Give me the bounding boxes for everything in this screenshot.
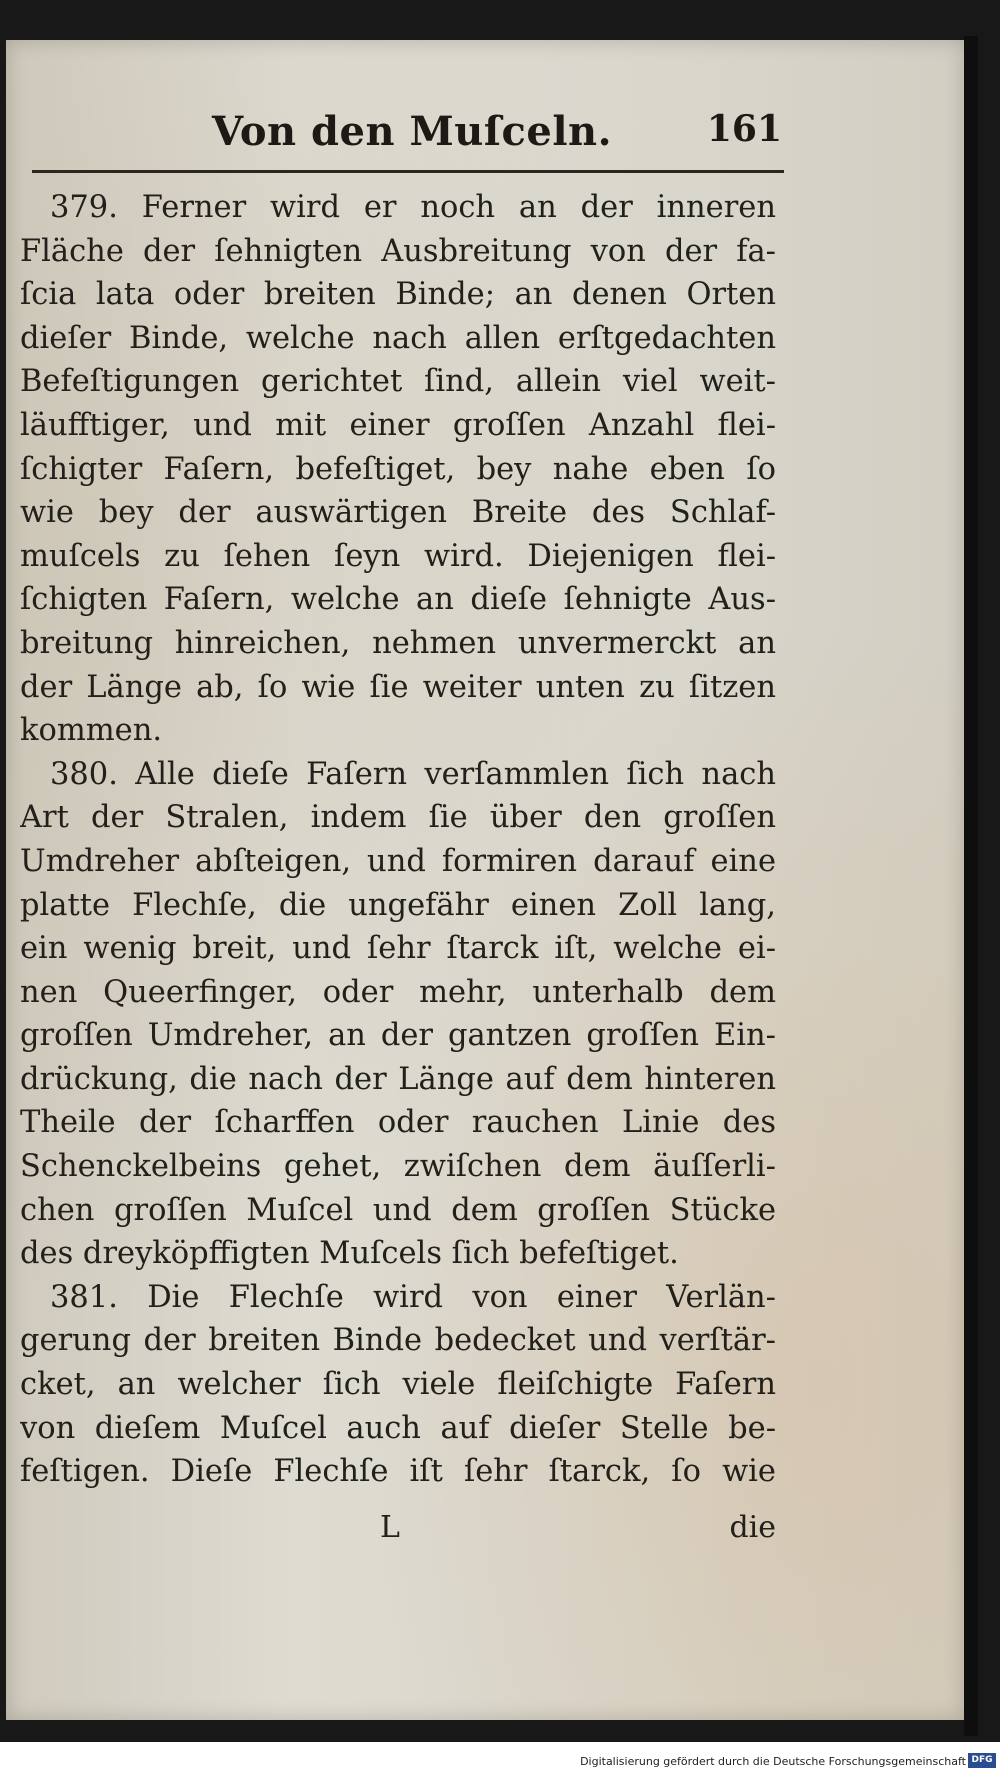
digitization-note: Digitalisierung gefördert durch die Deutsche Forschungsgemeinschaft xyxy=(580,1755,966,1768)
page-header xyxy=(32,108,782,168)
signature-mark: L xyxy=(380,1510,400,1545)
text-line: breitung hinreichen, nehmen unvermerckt an xyxy=(20,625,776,661)
text-line: Art der Stralen, indem ſie über den groſſen xyxy=(20,800,776,836)
text-line: von dieſem Muſcel auch auf dieſer Stelle be- xyxy=(20,1410,776,1446)
text-line: Fläche der ſehnigten Ausbreitung von der fa- xyxy=(20,233,776,269)
text-line: drückung, die nach der Länge auf dem hinteren xyxy=(20,1061,776,1097)
text-line: ſchigter Faſern, befeſtiget, bey nahe eben ſo xyxy=(20,451,776,487)
text-line: muſcels zu ſehen ſeyn wird. Diejenigen flei- xyxy=(20,538,776,574)
text-line: cket, an welcher ſich viele fleiſchigte Faſern xyxy=(20,1367,776,1403)
text-line: kommen. xyxy=(20,713,163,749)
running-title: Von den Muſceln. xyxy=(212,108,613,155)
text-line: nen Queerfinger, oder mehr, unterhalb dem xyxy=(20,974,776,1010)
text-line: groſſen Umdreher, an der gantzen groſſen Ein- xyxy=(20,1018,776,1054)
page-edge-shadow xyxy=(964,36,978,1736)
text-line: der Länge ab, ſo wie ſie weiter unten zu ſitzen xyxy=(20,669,776,705)
text-line: wie bey der auswärtigen Breite des Schlaf- xyxy=(20,495,776,531)
text-line: feſtigen. Dieſe Flechſe iſt ſehr ſtarck, ſo wie xyxy=(20,1454,776,1490)
page-number: 161 xyxy=(706,108,782,150)
text-line: des dreyköpffigten Muſcels ſich befeſtiget. xyxy=(20,1236,679,1272)
text-line: Umdreher abſteigen, und formiren darauf eine xyxy=(20,843,776,879)
catchword: die xyxy=(729,1510,776,1545)
text-line: läufftiger, und mit einer groſſen Anzahl flei- xyxy=(20,407,776,443)
text-line: platte Flechſe, die ungefähr einen Zoll lang, xyxy=(20,887,776,923)
body-text xyxy=(20,186,776,1494)
page-footer xyxy=(20,1510,776,1554)
dfg-logo-icon: DFG xyxy=(968,1753,996,1768)
text-line: 381. Die Flechſe wird von einer Verlän- xyxy=(50,1279,776,1315)
text-line: ein wenig breit, und ſehr ſtarck iſt, welche ei- xyxy=(20,931,776,967)
text-line: Befeſtigungen gerichtet ſind, allein viel weit- xyxy=(20,364,776,400)
text-line: gerung der breiten Binde bedecket und verſtär- xyxy=(20,1323,776,1359)
text-line: 380. Alle dieſe Faſern verſammlen ſich nach xyxy=(50,756,776,792)
text-line: dieſer Binde, welche nach allen erſtgedachten xyxy=(20,320,776,356)
text-line: Theile der ſcharffen oder rauchen Linie des xyxy=(20,1105,776,1141)
text-line: ſchigten Faſern, welche an dieſe ſehnigte Aus- xyxy=(20,582,776,618)
text-line: 379. Ferner wird er noch an der inneren xyxy=(50,190,776,225)
text-line: chen groſſen Muſcel und dem groſſen Stücke xyxy=(20,1192,776,1228)
text-line: ſcia lata oder breiten Binde; an denen Orten xyxy=(20,277,776,313)
header-rule xyxy=(32,170,784,173)
text-line: Schenckelbeins gehet, zwiſchen dem äuſſerli- xyxy=(20,1149,776,1185)
